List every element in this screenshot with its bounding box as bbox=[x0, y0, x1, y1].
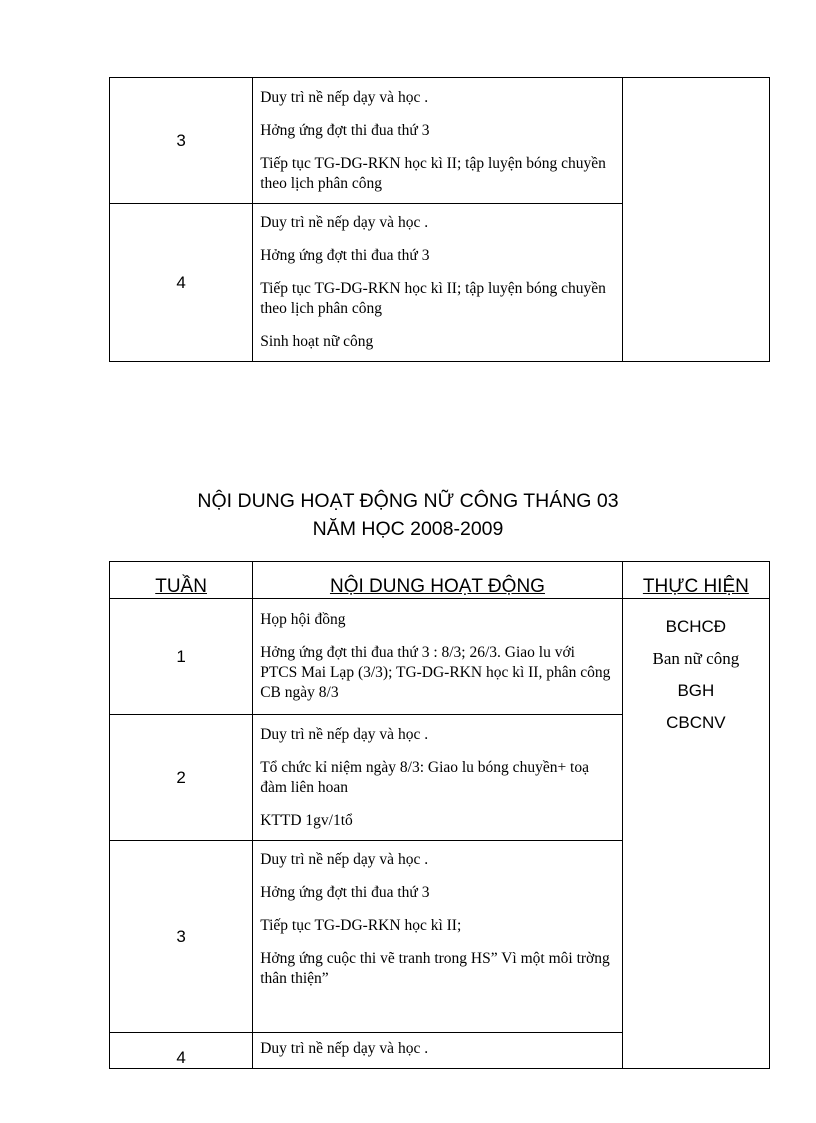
activity-item: Hởng ứng đợt thi đua thứ 3 bbox=[260, 121, 430, 139]
header-week: TUẦN bbox=[110, 562, 253, 599]
week-cell: 2 bbox=[110, 715, 253, 841]
executor-cell bbox=[622, 599, 769, 1069]
table-header-row bbox=[110, 562, 770, 599]
activity-item: Hởng ứng cuộc thi vẽ tranh trong HS” Vì một môi trờng thân thiện” bbox=[260, 950, 610, 987]
week-cell: 1 bbox=[110, 599, 253, 715]
activity-item: Tổ chức kỉ niệm ngày 8/3: Giao lu bóng chuyền+ toạ đàm liên hoan bbox=[260, 758, 589, 796]
title-line-1: NỘI DUNG HOẠT ĐỘNG NỮ CÔNG THÁNG 03 bbox=[197, 490, 619, 512]
table-row bbox=[110, 599, 770, 715]
week-cell: 3 bbox=[110, 841, 253, 1033]
activity-item: Duy trì nề nếp dạy và học . bbox=[260, 88, 429, 106]
activity-cell bbox=[253, 204, 623, 362]
activity-item: Tiếp tục TG-DG-RKN học kì II; bbox=[260, 917, 462, 934]
activity-item: Duy trì nề nếp dạy và học . bbox=[260, 214, 429, 231]
activity-item: Sinh hoạt nữ công bbox=[260, 333, 374, 350]
activity-cell bbox=[253, 599, 623, 715]
page-title bbox=[0, 487, 816, 543]
activity-item: Duy trì nề nếp dạy và học . bbox=[260, 851, 429, 868]
week-cell: 3 bbox=[110, 78, 253, 204]
title-line-2: NĂM HỌC 2008-2009 bbox=[312, 518, 504, 540]
activity-cell bbox=[253, 1033, 623, 1069]
activity-cell bbox=[253, 841, 623, 1033]
table-previous-month bbox=[109, 77, 770, 362]
activity-item: Tiếp tục TG-DG-RKN học kì II; tập luyện bóng chuyền theo lịch phân công bbox=[260, 154, 606, 192]
activity-item: Duy trì nề nếp dạy và học . bbox=[260, 1040, 429, 1057]
executor-cell bbox=[622, 78, 769, 362]
activity-item: Hởng ứng đợt thi đua thứ 3 bbox=[260, 884, 430, 901]
activity-item: Họp hội đồng bbox=[260, 611, 346, 628]
table-march-activities bbox=[109, 561, 770, 1069]
activity-item: Duy trì nề nếp dạy và học . bbox=[260, 725, 429, 743]
week-cell: 4 bbox=[110, 204, 253, 362]
activity-cell bbox=[253, 715, 623, 841]
activity-item: Tiếp tục TG-DG-RKN học kì II; tập luyện bóng chuyền theo lịch phân công bbox=[260, 280, 606, 317]
executor-item: Ban nữ công bbox=[652, 649, 740, 668]
activity-item: KTTD 1gv/1tổ bbox=[260, 811, 353, 829]
header-executor: THỰC HIỆN bbox=[622, 562, 769, 599]
executor-item: BCHCĐ bbox=[665, 617, 727, 636]
activity-item: Hởng ứng đợt thi đua thứ 3 : 8/3; 26/3. Giao lu với PTCS Mai Lạp (3/3); TG-DG-RKN học kì II, phân công CB ngày 8/3 bbox=[260, 644, 611, 701]
activity-cell bbox=[253, 78, 623, 204]
executor-item: CBCNV bbox=[666, 713, 726, 732]
activity-item: Hởng ứng đợt thi đua thứ 3 bbox=[260, 247, 430, 264]
table-row bbox=[110, 78, 770, 204]
header-content: NỘI DUNG HOẠT ĐỘNG bbox=[253, 562, 623, 599]
week-cell: 4 bbox=[110, 1033, 253, 1069]
executor-item: BGH bbox=[677, 681, 715, 700]
